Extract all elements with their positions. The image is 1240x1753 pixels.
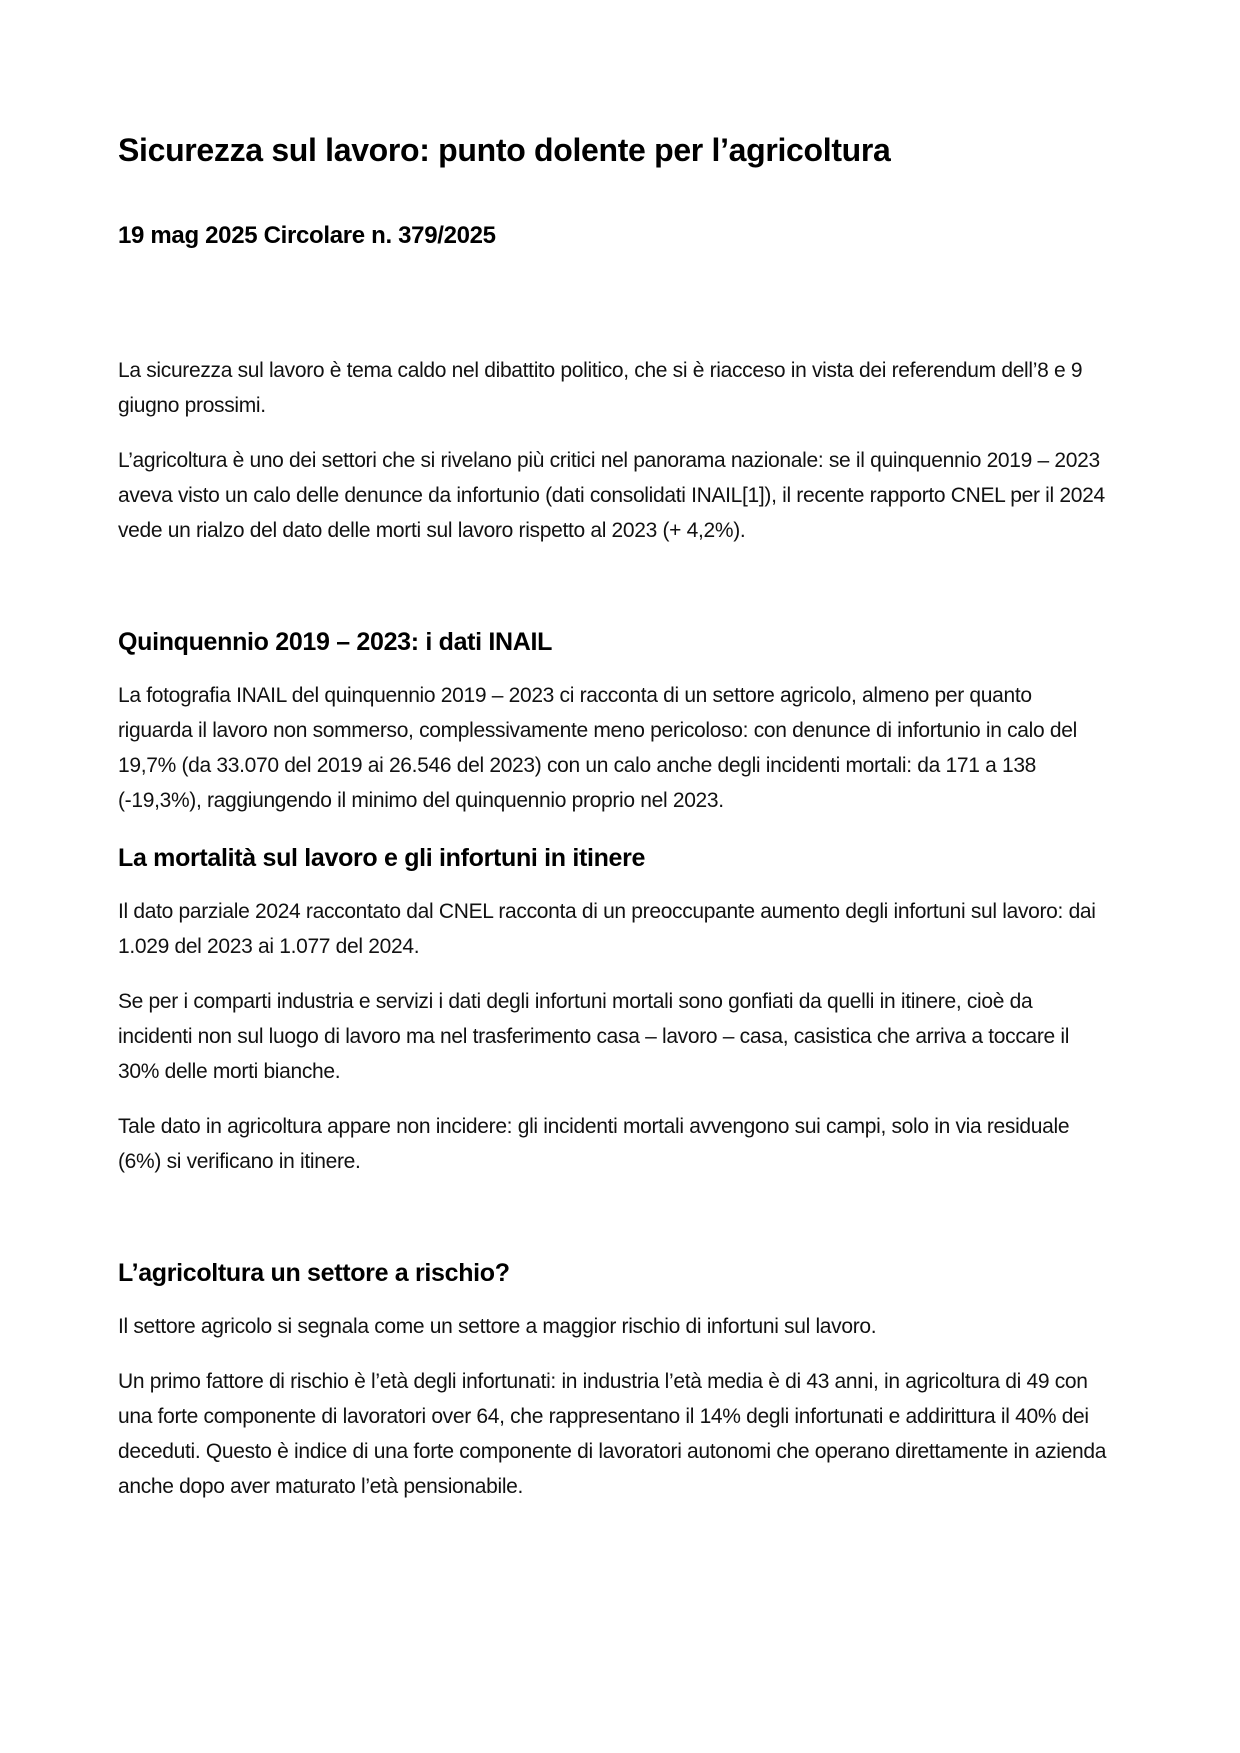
section-heading-agricoltura-settore-rischio: L’agricoltura un settore a rischio? [118,1259,510,1287]
intro-paragraph: L’agricoltura è uno dei settori che si rivelano più critici nel panorama nazionale: se il quinquennio 2019 – 2023 aveva visto un calo delle denunce da infortunio (dati consolidati INAIL[1]), il recente rapporto CNEL per il 2024 vede un rialzo del dato delle morti sul lavoro rispetto al 2023 (+ 4,2%). [118,449,1105,542]
body-paragraph: Se per i comparti industria e servizi i dati degli infortuni mortali sono gonfiati da quelli in itinere, cioè da incidenti non sul luogo di lavoro ma nel trasferimento casa – lavoro – casa, casistica che arriva a toccare il 30% delle morti bianche. [118,990,1070,1083]
body-paragraph: Il dato parziale 2024 raccontato dal CNEL racconta di un preoccupante aumento degli infortuni sul lavoro: dai 1.029 del 2023 ai 1.077 del 2024. [118,900,1096,958]
document-dateline: 19 mag 2025 Circolare n. 379/2025 [118,222,496,249]
body-paragraph: La fotografia INAIL del quinquennio 2019 – 2023 ci racconta di un settore agricolo, almeno per quanto riguarda il lavoro non sommerso, complessivamente meno pericoloso: con denunce di infortunio in calo del 19,7% (da 33.070 del 2019 ai 26.546 del 2023) con un calo anche degli incidenti mortali: da 171 a 138 (-19,3%), raggiungendo il minimo del quinquennio proprio nel 2023. [118,684,1077,812]
document-title: Sicurezza sul lavoro: punto dolente per l’agricoltura [118,132,891,168]
body-paragraph: Un primo fattore di rischio è l’età degli infortunati: in industria l’età media è di 43 anni, in agricoltura di 49 con una forte componente di lavoratori over 64, che rappresentano il 14% degli infortunati e addirittura il 40% dei deceduti. Questo è indice di una forte componente di lavoratori autonomi che operano direttamente in azienda anche dopo aver maturato l’età pensionabile. [118,1370,1107,1498]
section-heading-mortalita-infortuni-itinere: La mortalità sul lavoro e gli infortuni in itinere [118,844,646,872]
body-paragraph: Il settore agricolo si segnala come un settore a maggior rischio di infortuni sul lavoro. [118,1315,877,1338]
section-heading-quinquennio-dati-inail: Quinquennio 2019 – 2023: i dati INAIL [118,628,553,656]
intro-paragraph: La sicurezza sul lavoro è tema caldo nel dibattito politico, che si è riacceso in vista dei referendum dell’8 e 9 giugno prossimi. [118,359,1083,417]
body-paragraph: Tale dato in agricoltura appare non incidere: gli incidenti mortali avvengono sui campi, solo in via residuale (6%) si verificano in itinere. [118,1115,1070,1173]
